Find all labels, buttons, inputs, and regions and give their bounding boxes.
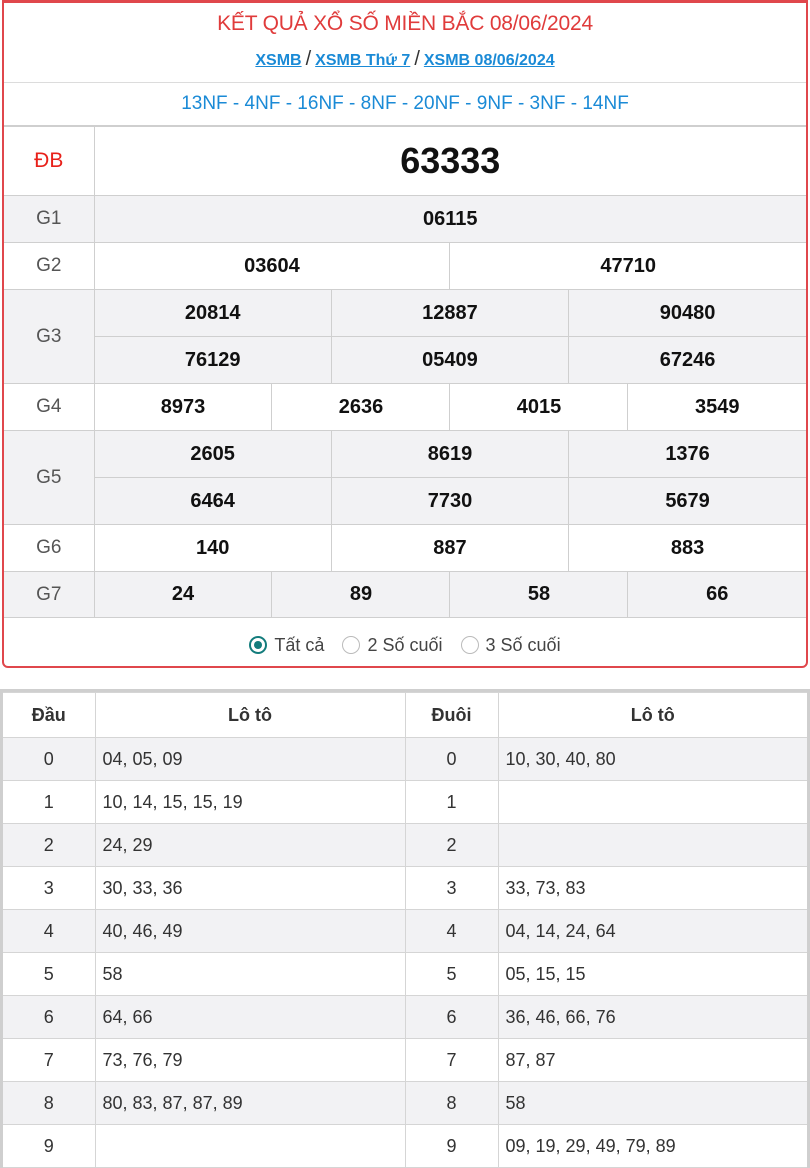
prize-value: 8619 [331,431,568,478]
duoi-digit: 8 [405,1082,498,1125]
prize-value: 5679 [569,478,806,525]
dau-digit: 0 [3,738,95,781]
dau-loto: 64, 66 [95,996,405,1039]
dau-loto: 30, 33, 36 [95,867,405,910]
duoi-loto: 10, 30, 40, 80 [498,738,807,781]
filter-label: 2 Số cuối [367,634,443,655]
filter-label: Tất cả [274,634,325,655]
duoi-digit: 9 [405,1125,498,1168]
prize-value: 2605 [94,431,331,478]
prize-label: G1 [4,196,94,243]
prize-table [4,126,806,618]
prize-row-g3b [4,337,806,384]
prize-row-db [4,127,806,196]
prize-label: ĐB [4,127,94,196]
table-row [3,996,807,1039]
prize-row-g5b [4,478,806,525]
prize-row-g5 [4,431,806,478]
prize-value: 8973 [94,384,272,431]
duoi-loto: 33, 73, 83 [498,867,807,910]
table-row [3,738,807,781]
dau-digit: 1 [3,781,95,824]
dau-digit: 2 [3,824,95,867]
radio-unselected-icon[interactable] [461,636,479,654]
loto-panel [0,689,810,1168]
prize-value: 887 [331,525,568,572]
table-row [3,1039,807,1082]
duoi-digit: 2 [405,824,498,867]
prize-value: 140 [94,525,331,572]
duoi-loto [498,824,807,867]
column-header-loto: Lô tô [498,693,807,738]
table-row [3,1125,807,1168]
column-header-duoi: Đuôi [405,693,498,738]
prize-value: 12887 [331,290,568,337]
prize-value: 58 [450,572,628,618]
breadcrumb [4,48,806,71]
prize-value: 76129 [94,337,331,384]
dau-loto: 40, 46, 49 [95,910,405,953]
duoi-loto: 58 [498,1082,807,1125]
table-row [3,953,807,996]
prize-label: G2 [4,243,94,290]
dau-loto: 73, 76, 79 [95,1039,405,1082]
dau-loto: 58 [95,953,405,996]
loto-header-row [3,693,807,738]
dau-digit: 3 [3,867,95,910]
dau-digit: 9 [3,1125,95,1168]
duoi-digit: 7 [405,1039,498,1082]
breadcrumb-link-xsmb-date[interactable]: XSMB 08/06/2024 [423,52,555,69]
duoi-digit: 0 [405,738,498,781]
filter-3-digits-radio[interactable] [461,635,561,656]
page-title: KẾT QUẢ XỔ SỐ MIỀN BẮC 08/06/2024 [217,12,593,35]
result-header [4,3,806,83]
prize-value: 06115 [94,196,806,243]
prize-value: 05409 [331,337,568,384]
prize-row-g3 [4,290,806,337]
dau-digit: 8 [3,1082,95,1125]
prize-value: 7730 [331,478,568,525]
prize-label: G3 [4,290,94,384]
duoi-digit: 1 [405,781,498,824]
dau-digit: 5 [3,953,95,996]
dau-loto: 04, 05, 09 [95,738,405,781]
duoi-loto: 36, 46, 66, 76 [498,996,807,1039]
prize-value: 47710 [450,243,806,290]
column-header-dau: Đầu [3,693,95,738]
prize-row-g1 [4,196,806,243]
filter-all-radio[interactable] [249,635,324,656]
breadcrumb-link-xsmb[interactable]: XSMB [255,52,302,69]
duoi-loto: 09, 19, 29, 49, 79, 89 [498,1125,807,1168]
duoi-digit: 3 [405,867,498,910]
duoi-digit: 4 [405,910,498,953]
prize-label: G7 [4,572,94,618]
dau-loto [95,1125,405,1168]
digit-filter-group [4,618,806,668]
duoi-loto [498,781,807,824]
prize-label: G4 [4,384,94,431]
prize-value: 66 [628,572,806,618]
duoi-digit: 6 [405,996,498,1039]
prize-value: 6464 [94,478,331,525]
filter-label: 3 Số cuối [485,634,561,655]
radio-unselected-icon[interactable] [342,636,360,654]
dau-loto: 10, 14, 15, 15, 19 [95,781,405,824]
prize-value: 03604 [94,243,450,290]
prize-value: 1376 [569,431,806,478]
table-row [3,867,807,910]
dau-digit: 6 [3,996,95,1039]
dau-loto: 80, 83, 87, 87, 89 [95,1082,405,1125]
dau-loto: 24, 29 [95,824,405,867]
special-prize-value: 63333 [94,127,806,196]
filter-2-digits-radio[interactable] [342,635,442,656]
prize-row-g2 [4,243,806,290]
prize-label: G6 [4,525,94,572]
prize-label: G5 [4,431,94,525]
prize-row-g6 [4,525,806,572]
ticket-codes: 13NF - 4NF - 16NF - 8NF - 20NF - 9NF - 3NF - 14NF [4,83,806,126]
dau-digit: 7 [3,1039,95,1082]
duoi-loto: 05, 15, 15 [498,953,807,996]
table-row [3,910,807,953]
breadcrumb-separator: / [414,48,420,70]
duoi-digit: 5 [405,953,498,996]
radio-selected-icon[interactable] [249,636,267,654]
prize-value: 20814 [94,290,331,337]
prize-value: 90480 [569,290,806,337]
prize-row-g4 [4,384,806,431]
prize-value: 2636 [272,384,450,431]
breadcrumb-link-xsmb-thu7[interactable]: XSMB Thứ 7 [315,52,411,69]
table-row [3,824,807,867]
dau-digit: 4 [3,910,95,953]
prize-value: 4015 [450,384,628,431]
prize-value: 67246 [569,337,806,384]
prize-value: 3549 [628,384,806,431]
table-row [3,1082,807,1125]
table-row [3,781,807,824]
column-header-loto: Lô tô [95,693,405,738]
breadcrumb-separator: / [305,48,312,70]
duoi-loto: 87, 87 [498,1039,807,1082]
loto-table [3,692,807,1168]
lottery-result-panel [2,0,808,668]
prize-value: 89 [272,572,450,618]
prize-value: 24 [94,572,272,618]
prize-value: 883 [569,525,806,572]
duoi-loto: 04, 14, 24, 64 [498,910,807,953]
prize-row-g7 [4,572,806,618]
